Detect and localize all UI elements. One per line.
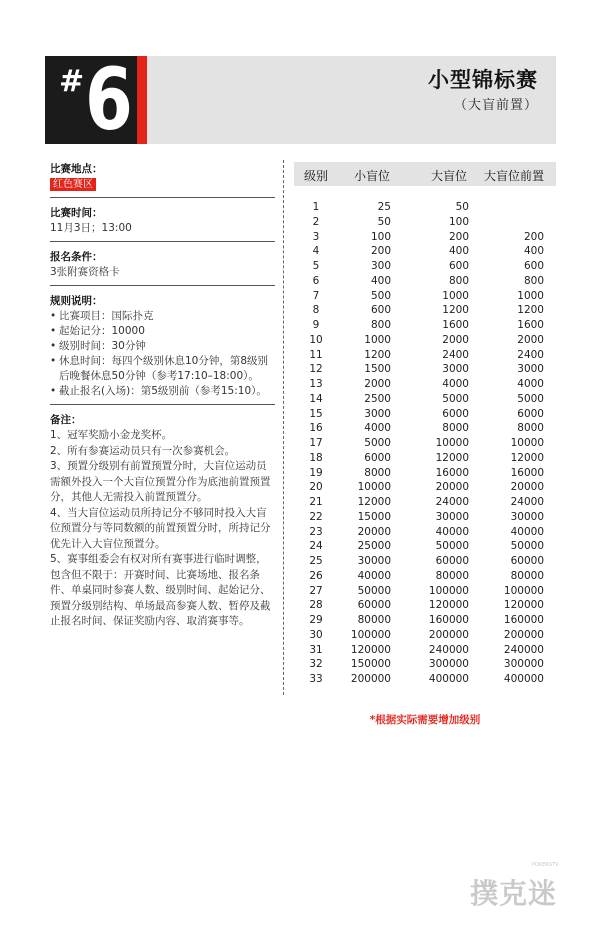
table-row [294,259,556,274]
cell-ante: 120000 [503,599,544,612]
cell-level: 26 [309,569,323,582]
cell-big-blind: 20000 [435,481,469,494]
cell-small-blind: 80000 [357,614,391,626]
cell-big-blind: 400000 [428,673,469,685]
rules-section [50,292,275,405]
cell-small-blind: 2500 [364,392,391,405]
cell-big-blind: 240000 [428,643,469,656]
cell-big-blind: 400 [448,245,469,258]
cell-small-blind: 100000 [350,628,391,641]
cell-ante: 200 [523,230,544,243]
cell-level: 18 [309,451,323,464]
cell-ante: 1000 [517,289,544,302]
rule-item: • 级别时间：30分钟 [50,339,275,354]
cell-small-blind: 8000 [364,466,391,479]
table-row [294,525,556,540]
notes-section [50,411,275,635]
blind-table-header [294,162,556,186]
event-number-hash: # [59,64,85,99]
cell-small-blind: 100 [370,230,391,243]
time-value: 11月3日；13:00 [50,222,132,234]
cell-big-blind: 300000 [428,658,469,671]
cell-level: 30 [309,628,323,641]
cell-big-blind: 200000 [428,628,469,641]
header-level: 级别 [304,169,329,183]
cell-ante: 240000 [503,643,544,656]
cell-small-blind: 60000 [357,599,391,612]
registration-section [50,248,275,286]
note-item: 4、当大盲位运动员所持记分不够同时投入大盲位预置分与等同数额的前置预置分时，所持记分优先计入大盲位预置分。 [50,506,271,550]
cell-ante: 8000 [517,422,544,435]
cell-ante: 10000 [510,437,544,449]
rule-item: • 比赛项目：国际扑克 [50,309,275,324]
cell-big-blind: 12000 [435,451,469,464]
cell-ante: 50000 [510,540,544,553]
cell-big-blind: 100 [448,215,469,228]
cell-small-blind: 800 [370,319,391,331]
table-row [294,480,556,495]
cell-big-blind: 2400 [442,348,469,361]
cell-level: 8 [312,304,320,317]
table-row [294,657,556,672]
time-label: 比赛时间： [50,207,103,219]
cell-level: 16 [309,422,323,435]
cell-ante: 30000 [510,510,544,523]
cell-ante: 16000 [510,466,544,479]
cell-small-blind: 10000 [357,481,391,494]
cell-small-blind: 200000 [350,673,391,685]
cell-big-blind: 80000 [435,569,469,582]
cell-level: 4 [312,245,320,258]
header-big-blind-ante: 大盲位前置 [484,169,545,183]
table-row [294,318,556,333]
cell-small-blind: 6000 [364,451,391,464]
cell-small-blind: 150000 [350,658,391,671]
cell-small-blind: 1000 [364,333,391,346]
table-row [294,289,556,304]
blind-table-body [294,200,556,687]
table-row [294,200,556,215]
cell-small-blind: 50000 [357,584,391,597]
table-row [294,362,556,377]
cell-ante: 20000 [510,481,544,494]
cell-big-blind: 8000 [442,422,469,435]
cell-ante: 600 [523,260,544,272]
cell-ante: 6000 [517,407,544,420]
cell-level: 2 [312,215,320,228]
table-row [294,348,556,363]
cell-level: 14 [309,392,323,405]
table-row [294,466,556,481]
cell-level: 22 [309,510,323,523]
cell-big-blind: 16000 [435,466,469,479]
location-label: 比赛地点： [50,163,103,175]
cell-small-blind: 1500 [364,363,391,376]
cell-level: 5 [312,260,320,272]
cell-small-blind: 5000 [364,437,391,449]
table-row [294,672,556,687]
table-row [294,274,556,289]
cell-big-blind: 4000 [442,378,469,390]
cell-level: 28 [309,599,323,612]
cell-level: 6 [312,274,320,287]
cell-ante: 160000 [503,614,544,626]
cell-ante: 800 [523,274,544,287]
cell-ante: 5000 [517,392,544,405]
cell-small-blind: 25000 [357,540,391,553]
column-divider [283,160,284,695]
cell-ante: 100000 [503,584,544,597]
cell-level: 15 [309,407,323,420]
table-row [294,569,556,584]
cell-level: 32 [309,658,323,671]
cell-small-blind: 25 [377,201,391,213]
cell-small-blind: 20000 [357,525,391,538]
cell-level: 17 [309,437,323,449]
cell-big-blind: 6000 [442,407,469,420]
location-tag: 红色赛区 [50,178,96,191]
table-row [294,643,556,658]
cell-big-blind: 50 [455,201,469,213]
cell-big-blind: 200 [448,230,469,243]
event-number: 6 [85,50,133,150]
cell-level: 23 [309,525,323,538]
table-row [294,377,556,392]
cell-ante: 400 [523,245,544,258]
rule-item: • 休息时间：每四个级别休息10分钟，第8级别后晚餐休息50分钟（参考17:10–18:00）。 [50,354,275,384]
cell-small-blind: 15000 [357,510,391,523]
table-row [294,407,556,422]
cell-ante: 2400 [517,348,544,361]
table-row [294,303,556,318]
event-title: 小型锦标赛 [428,68,538,92]
cell-small-blind: 30000 [357,555,391,567]
rule-item: • 起始记分：10000 [50,324,275,339]
table-row [294,333,556,348]
cell-big-blind: 2000 [442,333,469,346]
table-row [294,539,556,554]
cell-small-blind: 600 [370,304,391,317]
cell-level: 7 [312,289,320,302]
cell-big-blind: 100000 [428,584,469,597]
cell-level: 27 [309,584,323,597]
table-row [294,230,556,245]
cell-small-blind: 12000 [357,496,391,508]
notes-label: 备注： [50,414,82,426]
cell-small-blind: 400 [370,274,391,287]
cell-level: 31 [309,643,323,656]
table-row [294,392,556,407]
cell-big-blind: 60000 [435,555,469,567]
rules-label: 规则说明： [50,295,103,307]
note-item: 1、冠军奖励小金龙奖杯。 [50,429,173,441]
cell-big-blind: 30000 [435,510,469,523]
table-row [294,554,556,569]
cell-big-blind: 1600 [442,319,469,331]
table-row [294,613,556,628]
cell-big-blind: 600 [448,260,469,272]
rule-item: • 截止报名(入场)：第5级别前（参考15:10）。 [50,384,275,399]
info-column [50,160,275,641]
location-section [50,160,275,198]
cell-ante: 60000 [510,555,544,567]
cell-big-blind: 50000 [435,540,469,553]
cell-small-blind: 300 [370,260,391,272]
cell-small-blind: 40000 [357,569,391,582]
watermark-logo: 撲克迷 [470,877,558,910]
cell-small-blind: 200 [370,245,391,258]
cell-level: 13 [309,378,323,390]
cell-small-blind: 500 [370,289,391,302]
cell-level: 19 [309,466,323,479]
cell-level: 9 [312,319,320,331]
cell-small-blind: 50 [377,215,391,228]
cell-ante: 40000 [510,525,544,538]
cell-level: 21 [309,496,323,508]
table-row [294,244,556,259]
cell-ante: 1200 [517,304,544,317]
table-row [294,495,556,510]
cell-ante: 12000 [510,451,544,464]
cell-level: 29 [309,614,323,626]
cell-ante: 1600 [517,319,544,331]
cell-small-blind: 1200 [364,348,391,361]
table-row [294,436,556,451]
note-item: 5、赛事组委会有权对所有赛事进行临时调整，包含但不限于：开赛时间、比赛场地、报名条件、单桌同时参赛人数、级别时间、起始记分、预置分级别结构、单场最高参赛人数、暂停及截止报名时间、保证奖励内容、取消赛事等。 [50,553,271,627]
cell-big-blind: 10000 [435,437,469,449]
cell-level: 33 [309,673,323,685]
table-row [294,451,556,466]
cell-small-blind: 3000 [364,407,391,420]
header-big-blind: 大盲位 [431,169,468,183]
cell-level: 25 [309,555,323,567]
time-section [50,204,275,242]
cell-big-blind: 160000 [428,614,469,626]
cell-ante: 3000 [517,363,544,376]
header-small-blind: 小盲位 [354,169,391,183]
cell-ante: 24000 [510,496,544,508]
cell-ante: 80000 [510,569,544,582]
table-row [294,421,556,436]
cell-level: 3 [312,230,320,243]
accent-bar [137,56,147,144]
table-row [294,510,556,525]
cell-ante: 400000 [503,673,544,685]
cell-small-blind: 120000 [350,643,391,656]
cell-level: 24 [309,540,323,553]
cell-ante: 300000 [503,658,544,671]
cell-level: 20 [309,481,323,494]
footnote: *根据实际需要增加级别 [369,714,481,726]
cell-ante: 2000 [517,333,544,346]
registration-label: 报名条件： [50,251,103,263]
cell-big-blind: 1200 [442,304,469,317]
table-row [294,584,556,599]
cell-level: 11 [309,348,323,361]
cell-ante: 4000 [517,378,544,390]
watermark-subtext: POKERSTV [532,862,559,868]
registration-value: 3张附赛资格卡 [50,266,120,278]
event-subtitle: （大盲前置） [453,98,538,113]
table-row [294,215,556,230]
note-item: 2、所有参赛运动员只有一次参赛机会。 [50,444,236,457]
cell-small-blind: 2000 [364,378,391,390]
table-row [294,598,556,613]
cell-big-blind: 3000 [442,363,469,376]
cell-big-blind: 5000 [442,392,469,405]
cell-ante: 200000 [503,628,544,641]
event-header [45,50,556,150]
cell-level: 1 [312,201,320,213]
cell-level: 10 [309,333,323,346]
cell-level: 12 [309,363,323,376]
cell-big-blind: 40000 [435,525,469,538]
cell-small-blind: 4000 [364,422,391,435]
cell-big-blind: 120000 [428,599,469,612]
cell-big-blind: 24000 [435,496,469,508]
cell-big-blind: 1000 [442,289,469,302]
note-item: 3、预置分级别有前置预置分时，大盲位运动员需额外投入一个大盲位预置分作为底池前置预置分，其他人无需投入前置预置分。 [50,460,271,503]
cell-big-blind: 800 [448,274,469,287]
event-number-block [45,50,137,150]
table-row [294,628,556,643]
